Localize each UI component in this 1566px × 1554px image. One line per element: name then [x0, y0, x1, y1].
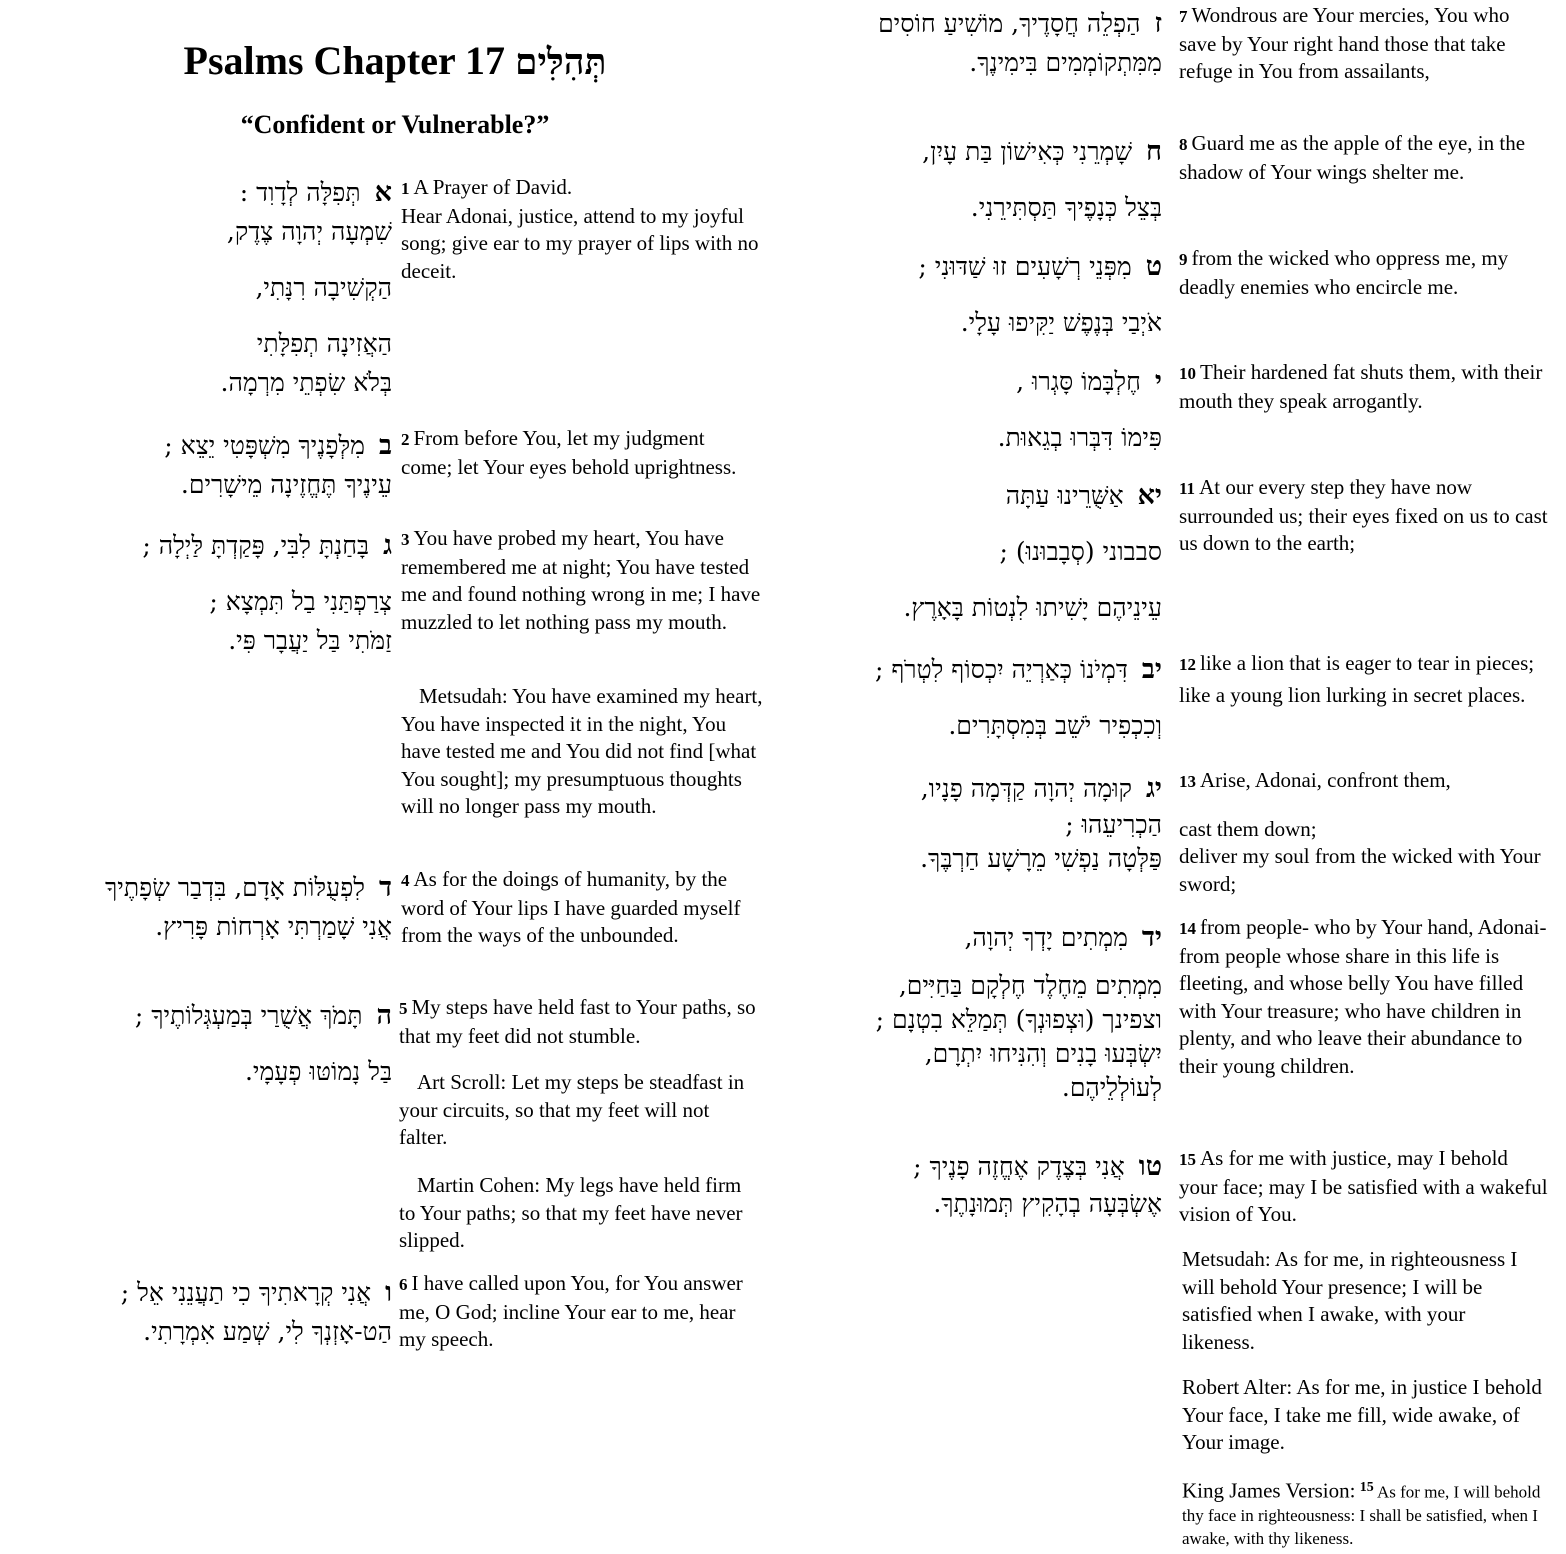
verse-letter: י [1154, 366, 1162, 397]
hebrew-line: אֲנִי בְּצֶדֶק אֶחֱזֶה פָנֶיךָ ; [913, 1152, 1125, 1181]
verse-1-english [401, 174, 761, 285]
hebrew-line: לְעוֹלְלֵיהֶם. [1061, 1073, 1162, 1102]
verse-3-commentary: Metsudah: You have examined my heart, You have inspected it in the night, You have tested me and You did not find [what You sought]; my presumptuous thoughts will no longer pass my mouth. [401, 684, 763, 818]
verse-text: You have probed my heart, You have remembered me at night; You have tested me and found nothing wrong in me; I have muzzled to let nothing pass my mouth. [401, 526, 761, 634]
verse-5-hebrew [135, 996, 392, 1091]
hebrew-line: לִפְעֻלּוֹת אָדָם, בִּדְבַר שְׂפָתֶיךָ [105, 873, 365, 902]
hebrew-line: פַּלְּטָה נַפְשִׁי מֵרָשָׁע חַרְבֶּךָ. [920, 844, 1162, 873]
verse-number: 8 [1179, 135, 1188, 154]
verse-text: At our every step they have now surrounded us; their eyes fixed on us to cast us down to the earth; [1179, 475, 1548, 555]
verse-9-english [1179, 245, 1549, 301]
verse-5-commentary-artscroll: Art Scroll: Let my steps be steadfast in your circuits, so that my feet will not falter. [399, 1070, 745, 1149]
hebrew-line: תְּפִלָּה לְדָוִד : [239, 178, 361, 207]
verse-15-english [1179, 1145, 1549, 1229]
hebrew-line: הַכְרִיעֵהוּ ; [1065, 810, 1162, 839]
verse-6-hebrew [121, 1273, 392, 1351]
verse-number: 6 [399, 1275, 408, 1294]
verse-letter: ג [383, 530, 392, 561]
hebrew-line: זַמֹּתִי בַּל יַעֲבָר פִּי. [228, 626, 392, 655]
verse-letter: יב [1141, 654, 1162, 685]
verse-letter: יד [1141, 922, 1162, 953]
hebrew-line: הַט-אָזְנְךָ לִי, שְׁמַע אִמְרָתִי. [143, 1317, 392, 1346]
hebrew-line: עֵינֶיךָ תֶּחֱזֶינָה מֵישָׁרִים. [180, 470, 392, 499]
verse-15-hebrew [913, 1148, 1162, 1222]
verse-number: 7 [1179, 7, 1188, 26]
hebrew-line: מִמְתִים יָדְךָ יְהוָה, [964, 923, 1128, 952]
hebrew-line: יִשְׂבְּעוּ בָנִים וְהִנִּיחוּ יִתְרָם, [924, 1039, 1162, 1068]
verse-14-english [1179, 914, 1549, 1080]
hebrew-line: קוּמָה יְהוָה קַדְּמָה פָנָיו, [920, 774, 1132, 803]
hebrew-line: בְּצֵל כְּנָפֶיךָ תַּסְתִּירֵנִי. [970, 193, 1162, 222]
kjv-lead-text: As for me, I will [1377, 1482, 1490, 1502]
verse-text: from people- who by Your hand, Adonai- from people whose share in this life is fleeting, and whose belly You have filled with Your treasure; who have children in plenty, and who leave their abundance to their young children. [1179, 915, 1547, 1078]
verse-letter: ח [1146, 136, 1162, 167]
verse-letter: טו [1138, 1151, 1162, 1182]
verse-letter: יג [1146, 773, 1162, 804]
verse-14-hebrew [876, 918, 1162, 1105]
hebrew-line: צְרַפְתַּנִי בַל תִּמְצָא ; [209, 587, 392, 616]
verse-9-hebrew [918, 247, 1162, 342]
verse-6-english [399, 1270, 761, 1354]
hebrew-line: הַאֲזִינָה תְפִלָּתִי [256, 329, 392, 358]
verse-text: Arise, Adonai, confront them, [1200, 768, 1451, 792]
verse-letter: א [374, 177, 392, 208]
verse-number: 4 [401, 871, 410, 890]
verse-15-commentary-alter: Robert Alter: As for me, in justice I behold Your face, I take me fill, wide awake, of Your image. [1182, 1375, 1542, 1454]
verse-letter: ב [378, 430, 392, 461]
page-subtitle: “Confident or Vulnerable?” [240, 110, 550, 139]
verse-13-english [1179, 767, 1549, 898]
verse-letter: יא [1137, 480, 1162, 511]
hebrew-line: חֶלְבָּמוֹ סָּגְרוּ , [1016, 367, 1141, 396]
hebrew-line: וְכִכְפִיר יֹשֵׁב בְּמִסְתָּרִים. [948, 711, 1162, 740]
verse-text: deliver my soul from the wicked with Your sword; [1179, 844, 1541, 896]
kjv-text: behold thy face in righteousness: I shall be satisfied, when I awake, with thy likeness. [1182, 1482, 1541, 1548]
verse-15-kjv [1182, 1476, 1552, 1550]
verse-5-commentary-cohen: Martin Cohen: My legs have held firm to Your paths; so that my feet have never slipped. [399, 1173, 743, 1252]
verse-10-english [1179, 359, 1549, 415]
verse-text: I have called upon You, for You answer me, O God; incline Your ear to me, hear my speech. [399, 1271, 743, 1351]
verse-text: like a lion that is eager to tear in pieces; like a young lion lurking in secret places. [1179, 651, 1535, 707]
verse-number: 12 [1179, 655, 1196, 674]
verse-3-hebrew [142, 526, 392, 660]
verse-text: Hear Adonai, justice, attend to my joyful song; give ear to my prayer of lips with no deceit. [401, 203, 759, 283]
hebrew-line: עֵינֵיהֶם יָשִׁיתוּ לִנְטוֹת בָּאָרֶץ. [903, 593, 1162, 622]
hebrew-line: הַפְלֵה חֲסָדֶיךָ, מוֹשִׁיעַ חוֹסִים [878, 9, 1141, 38]
verse-12-english [1179, 648, 1549, 710]
title-hebrew: תְּהִלִּים [515, 41, 607, 83]
verse-2-english [401, 425, 761, 481]
hebrew-line: אֹיְבַי בְּנֶפֶשׁ יַקִּיפוּ עָלָי. [960, 308, 1162, 337]
verse-number: 10 [1179, 364, 1196, 383]
verse-number: 2 [401, 430, 410, 449]
verse-number: 14 [1179, 919, 1196, 938]
verse-letter: ז [1154, 8, 1162, 39]
hebrew-line: הַקְשִׁיבָה רִנָּתִי, [255, 273, 392, 302]
verse-number: 3 [401, 530, 410, 549]
hebrew-line: מִלְּפָנֶיךָ מִשְׁפָּטִי יֵצֵא ; [164, 431, 365, 460]
verse-7-hebrew [878, 4, 1162, 82]
verse-text: from the wicked who oppress me, my deadly enemies who encircle me. [1179, 246, 1509, 299]
hebrew-line: מִמִּתְקוֹמְמִים בִּימִינֶךָ. [969, 48, 1162, 77]
verse-5-english [399, 994, 761, 1050]
verse-15-commentary-metsudah: Metsudah: As for me, in righteousness I will behold Your presence; I will be satisfied when I awake, with your likeness. [1182, 1247, 1518, 1354]
verse-letter: ה [376, 1000, 392, 1031]
verse-3-english [401, 525, 761, 636]
hebrew-line: וצפינך (וּצְפוּנְךָ) תְּמַלֵּא בִטְנָם ; [875, 1005, 1162, 1034]
verse-number: 1 [401, 179, 410, 198]
verse-number: 11 [1179, 479, 1196, 498]
verse-12-hebrew [875, 650, 1162, 745]
verse-number: 13 [1179, 772, 1196, 791]
verse-text: From before You, let my judgment come; let Your eyes behold uprightness. [401, 426, 737, 479]
verse-number: 9 [1179, 250, 1188, 269]
kjv-label: King James Version: [1182, 1478, 1356, 1503]
verse-8-hebrew [922, 132, 1162, 227]
verse-8-english [1179, 130, 1549, 186]
hebrew-line: מִמְתִים מֵחֶלֶד חֶלְקָם בַּחַיִּים, [898, 971, 1162, 1000]
verse-text: My steps have held fast to Your paths, so that my feet did not stumble. [399, 995, 756, 1048]
hebrew-line: שִׁמְעָה יְהוָה צֶדֶק, [226, 217, 392, 246]
verse-text: Their hardened fat shuts them, with their mouth they speak arrogantly. [1179, 360, 1543, 413]
verse-text: As for the doings of humanity, by the word of Your lips I have guarded myself from the ways of the unbounded. [401, 867, 741, 947]
verse-text: As for me with justice, may I behold your face; may I be satisfied with a wakeful vision of You. [1179, 1146, 1548, 1226]
verse-letter: ו [385, 1277, 392, 1308]
hebrew-line: דִּמְיֹנוֹ כְּאַרְיֵה יִכְסוֹף לִטְרֹף ; [874, 655, 1128, 684]
verse-11-hebrew [903, 476, 1162, 627]
verse-11-english [1179, 474, 1549, 558]
hebrew-line: בַּל נָמוֹטּוּ פְעָמָי. [244, 1057, 392, 1086]
verse-letter: ד [379, 872, 392, 903]
verse-10-hebrew [998, 362, 1162, 457]
verse-text: A Prayer of David. [413, 175, 573, 199]
hebrew-line: שָׁמְרֵנִי כְּאִישׁוֹן בַּת עָיִן, [922, 137, 1133, 166]
hebrew-line: תָּמֹךְ אֲשֻׁרַי בְּמַעְגְּלוֹתֶיךָ ; [134, 1001, 363, 1030]
verse-4-hebrew [105, 868, 392, 946]
hebrew-line: אֲנִי שָׁמַרְתִּי אָרְחוֹת פָּרִיץ. [155, 912, 392, 941]
hebrew-line: בָּחַנְתָּ לִבִּי, פָּקַדְתָּ לַּיְלָה ; [142, 531, 370, 560]
verse-1-hebrew [221, 173, 392, 402]
verse-2-hebrew [164, 426, 392, 504]
kjv-verse-number: 15 [1359, 1480, 1374, 1495]
hebrew-line: אֲנִי קְרָאתִיךָ כִי תַעֲנֵנִי אֵל ; [120, 1278, 372, 1307]
verse-number: 15 [1179, 1150, 1196, 1169]
title-english: Psalms Chapter 17 [183, 38, 506, 83]
verse-text: cast them down; [1179, 816, 1317, 841]
hebrew-line: אֶשְׂבְּעָה בְהָקִיץ תְּמוּנָתֶךָ. [933, 1189, 1162, 1218]
verse-letter: ט [1145, 251, 1162, 282]
verse-4-english [401, 866, 761, 950]
hebrew-line: פִּימוֹ דִּבְּרוּ בְגֵאוּת. [997, 423, 1162, 452]
hebrew-line: אַשֻּׁרֵינוּ עַתָּה [1005, 481, 1124, 510]
hebrew-line: סבבוני (סְבָבוּנוּ) ; [999, 537, 1162, 566]
page-title [0, 38, 790, 85]
verse-13-hebrew [920, 769, 1162, 876]
hebrew-line: בְּלֹא שִׂפְתֵי מִרְמָה. [220, 368, 392, 397]
verse-text: Wondrous are Your mercies, You who save by Your right hand those that take refuge in You from assailants, [1179, 3, 1510, 83]
verse-number: 5 [399, 999, 408, 1018]
hebrew-line: מִפְּנֵי רְשָׁעִים זוּ שַׁדּוּנִי ; [918, 252, 1132, 281]
verse-text: Guard me as the apple of the eye, in the shadow of Your wings shelter me. [1179, 131, 1526, 184]
verse-7-english [1179, 2, 1549, 86]
